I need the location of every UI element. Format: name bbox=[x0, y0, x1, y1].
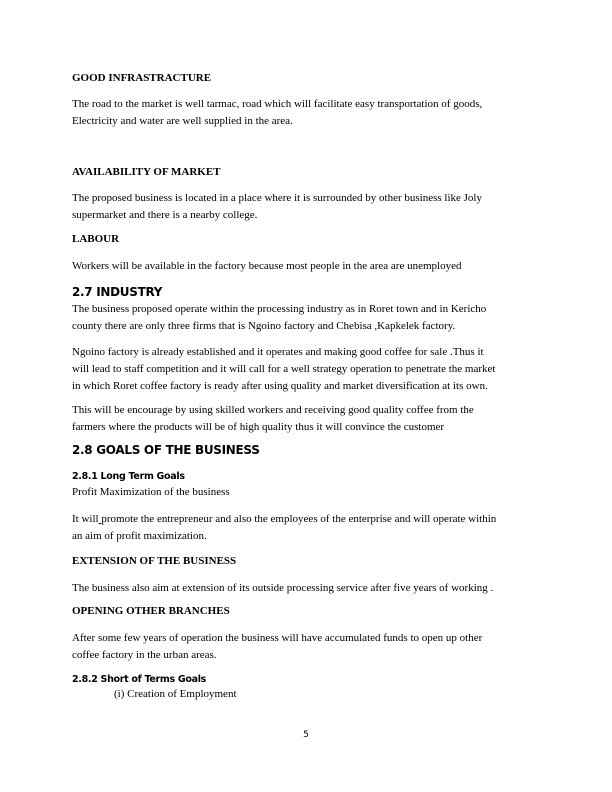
paragraph-industry-2 bbox=[72, 344, 542, 395]
heading-good-infrastructure: GOOD INFRASTRACTURE bbox=[72, 72, 212, 84]
paragraph-opening-branches bbox=[72, 630, 542, 664]
text-line: After some few years of operation the business will have accumulated funds to open up other bbox=[72, 632, 483, 644]
heading-extension: EXTENSION OF THE BUSINESS bbox=[72, 555, 237, 567]
heading-labour: LABOUR bbox=[72, 233, 120, 245]
text-line: Workers will be available in the factory because most people in the area are unemployed bbox=[72, 260, 462, 272]
heading-industry: 2.7 INDUSTRY bbox=[72, 285, 163, 299]
list-item-creation-of-employment: (i) Creation of Employment bbox=[114, 688, 237, 700]
paragraph-extension bbox=[72, 580, 542, 597]
paragraph-industry-3 bbox=[72, 402, 542, 436]
text-line: coffee factory in the urban areas. bbox=[72, 649, 217, 661]
text-line: The road to the market is well tarmac, road which will facilitate easy transportation of goods, bbox=[72, 98, 483, 110]
page-number: 5 bbox=[303, 730, 309, 740]
heading-opening-branches: OPENING OTHER BRANCHES bbox=[72, 605, 230, 617]
paragraph-long-term-goals bbox=[72, 511, 542, 545]
text-line: supermarket and there is a nearby college. bbox=[72, 209, 258, 221]
paragraph-labour bbox=[72, 258, 542, 275]
text-fragment: promote the entrepreneur and also the employees of the enterprise and will operate within bbox=[101, 513, 497, 525]
text-line: will lead to staff competition and it will call for a well strategy operation to penetrate the market bbox=[72, 363, 496, 375]
heading-long-term-goals: 2.8.1 Long Term Goals bbox=[72, 471, 185, 482]
text-profit-maximization: Profit Maximization of the business bbox=[72, 486, 230, 498]
paragraph-good-infrastructure bbox=[72, 96, 542, 130]
heading-short-term-goals: 2.8.2 Short of Terms Goals bbox=[72, 674, 207, 685]
text-line: an aim of profit maximization. bbox=[72, 530, 207, 542]
paragraph-industry-1 bbox=[72, 301, 542, 335]
text-line: The business proposed operate within the processing industry as in Roret town and in Kericho bbox=[72, 303, 487, 315]
text-line: The business also aim at extension of its outside processing service after five years of working . bbox=[72, 582, 494, 594]
heading-availability-of-market: AVAILABILITY OF MARKET bbox=[72, 166, 221, 178]
text-line: in which Roret coffee factory is ready after using quality and market diversification at its own. bbox=[72, 380, 488, 392]
text-line: This will be encourage by using skilled workers and receiving good quality coffee from the bbox=[72, 404, 474, 416]
paragraph-availability-of-market bbox=[72, 190, 542, 224]
text-fragment: It will bbox=[72, 513, 99, 525]
text-line: Electricity and water are well supplied in the area. bbox=[72, 115, 293, 127]
heading-goals: 2.8 GOALS OF THE BUSINESS bbox=[72, 443, 260, 457]
text-line: farmers where the products will be of high quality thus it will convince the customer bbox=[72, 421, 445, 433]
text-line bbox=[72, 511, 542, 528]
text-line: The proposed business is located in a place where it is surrounded by other business like Joly bbox=[72, 192, 482, 204]
text-line: Ngoino factory is already established and it operates and making good coffee for sale .Thus it bbox=[72, 346, 484, 358]
text-line: county there are only three firms that is Ngoino factory and Chebisa ,Kapkelek factory. bbox=[72, 320, 456, 332]
